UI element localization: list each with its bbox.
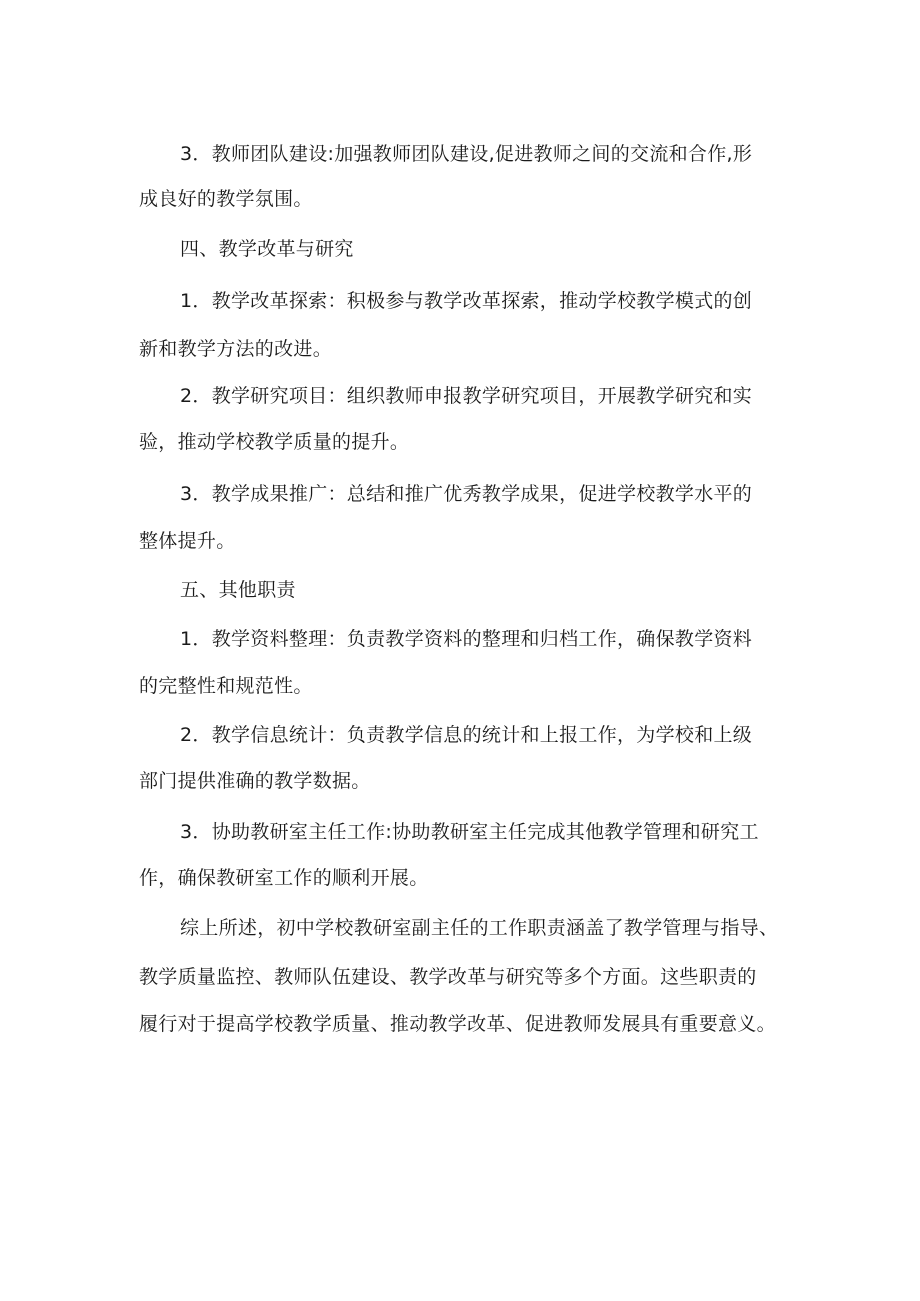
item-3-teacher-team-line-2: 成良好的教学氛围。 [139, 188, 313, 210]
item-3-results-line-1: 3．教学成果推广：总结和推广优秀教学成果，促进学校教学水平的 [180, 483, 753, 505]
summary-line-1: 综上所述，初中学校教研室副主任的工作职责涵盖了教学管理与指导、 [180, 917, 779, 939]
item-3-assist-line-2: 作，确保教研室工作的顺利开展。 [139, 867, 429, 889]
item-1-materials-line-1: 1．教学资料整理：负责教学资料的整理和归档工作，确保教学资料 [180, 628, 753, 650]
item-1-reform-line-2: 新和教学方法的改进。 [139, 338, 333, 360]
item-2-research-line-1: 2．教学研究项目：组织教师申报教学研究项目，开展教学研究和实 [180, 385, 753, 407]
item-2-statistics-line-2: 部门提供准确的教学数据。 [139, 770, 371, 792]
item-2-statistics-line-1: 2．教学信息统计：负责教学信息的统计和上报工作，为学校和上级 [180, 724, 753, 746]
item-1-materials-line-2: 的完整性和规范性。 [139, 675, 313, 697]
item-1-reform-line-1: 1．教学改革探索：积极参与教学改革探索，推动学校教学模式的创 [180, 290, 753, 312]
item-3-results-line-2: 整体提升。 [139, 530, 236, 552]
item-2-research-line-2: 验，推动学校教学质量的提升。 [139, 431, 410, 453]
item-3-teacher-team-line-1: 3．教师团队建设:加强教师团队建设,促进教师之间的交流和合作,形 [180, 143, 753, 165]
summary-line-2: 教学质量监控、教师队伍建设、教学改革与研究等多个方面。这些职责的 [139, 966, 757, 988]
section-heading-5: 五、其他职责 [180, 579, 296, 601]
summary-line-3: 履行对于提高学校教学质量、推动教学改革、促进教师发展具有重要意义。 [139, 1013, 776, 1035]
item-3-assist-line-1: 3．协助教研室主任工作:协助教研室主任完成其他教学管理和研究工 [180, 821, 759, 843]
section-heading-4: 四、教学改革与研究 [180, 238, 354, 260]
